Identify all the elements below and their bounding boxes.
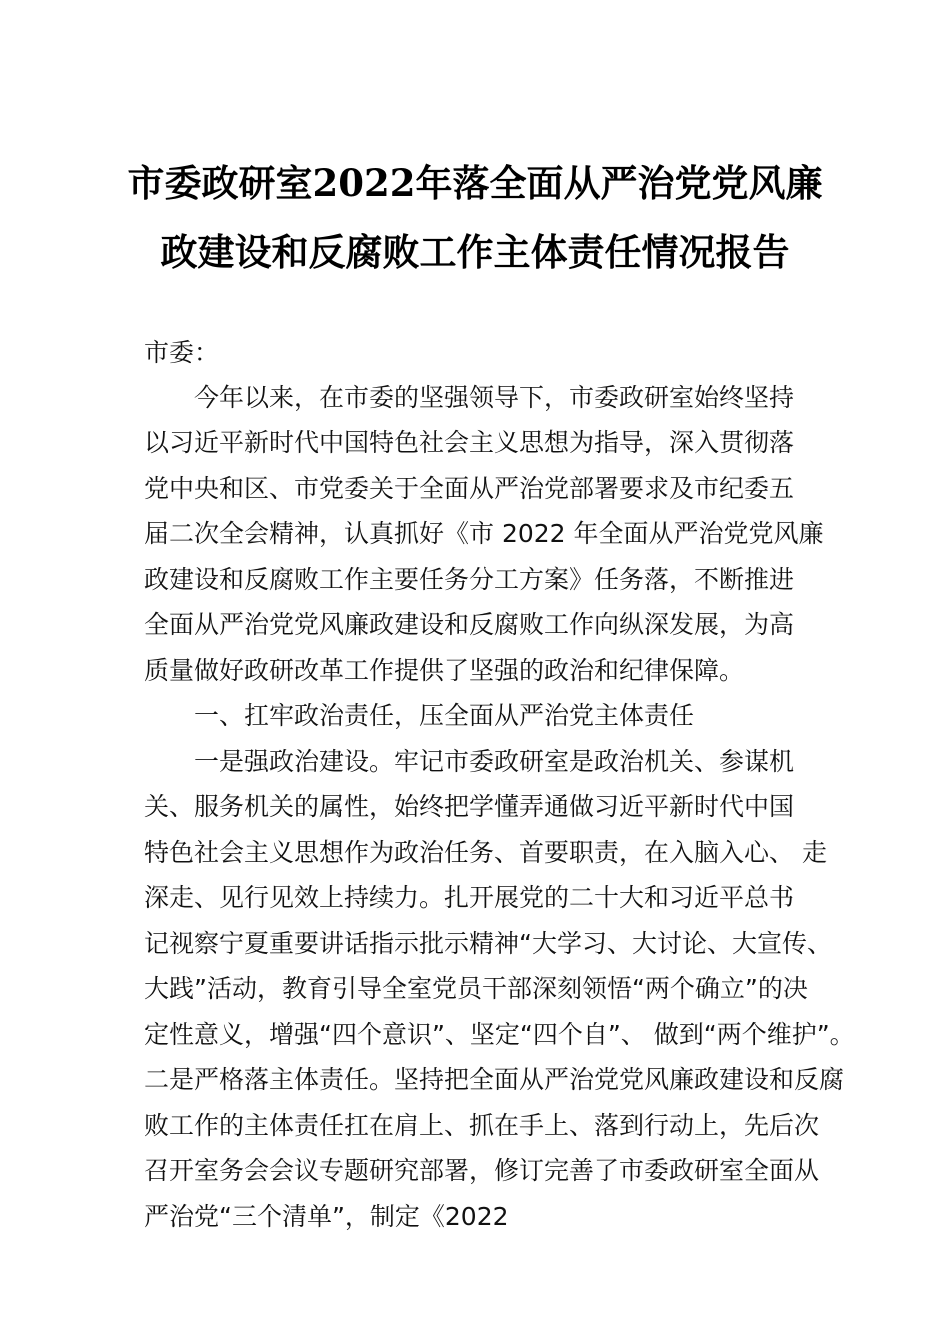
body-line: 记视察宁夏重要讲话指示批示精神“大学习、大讨论、大宣传、	[144, 929, 832, 958]
document-title-line-1: 市委政研室2022年落全面从严治党党风廉	[127, 161, 823, 205]
body-line: 深走、见行见效上持续力。扎开展党的二十大和习近平总书	[144, 883, 795, 912]
body-line: 二是严格落主体责任。坚持把全面从严治党党风廉政建设和反腐	[144, 1065, 845, 1094]
body-line: 政建设和反腐败工作主要任务分工方案》任务落，不断推进	[144, 565, 795, 594]
body-line: 今年以来，在市委的坚强领导下，市委政研室始终坚持	[194, 383, 795, 412]
body-line: 特色社会主义思想作为政治任务、首要职责，在入脑入心、 走	[144, 838, 827, 867]
body-line: 大践”活动，教育引导全室党员干部深刻领悟“两个确立”的决	[144, 974, 808, 1003]
body-line: 败工作的主体责任扛在肩上、抓在手上、落到行动上，先后次	[144, 1111, 820, 1140]
body-line: 召开室务会会议专题研究部署，修订完善了市委政研室全面从	[144, 1156, 820, 1185]
salutation: 市委：	[144, 338, 220, 367]
body-line: 一是强政治建设。牢记市委政研室是政治机关、参谋机	[194, 747, 795, 776]
body-line: 全面从严治党党风廉政建设和反腐败工作向纵深发展，为高	[144, 610, 795, 639]
body-line: 质量做好政研改革工作提供了坚强的政治和纪律保障。	[144, 656, 745, 685]
body-line: 以习近平新时代中国特色社会主义思想为指导，深入贯彻落	[144, 428, 795, 457]
body-line: 严治党“三个清单”，制定《2022	[144, 1202, 509, 1231]
section-heading: 一、扛牢政治责任，压全面从严治党主体责任	[194, 701, 695, 730]
document-title-line-2: 政建设和反腐败工作主体责任情况报告	[160, 230, 790, 274]
body-line: 定性意义，增强“四个意识”、坚定“四个自”、 做到“两个维护”。	[144, 1020, 855, 1049]
body-line: 关、服务机关的属性，始终把学懂弄通做习近平新时代中国	[144, 792, 795, 821]
body-line: 党中央和区、市党委关于全面从严治党部署要求及市纪委五	[144, 474, 795, 503]
body-line: 届二次全会精神，认真抓好《市 2022 年全面从严治党党风廉	[144, 519, 824, 548]
